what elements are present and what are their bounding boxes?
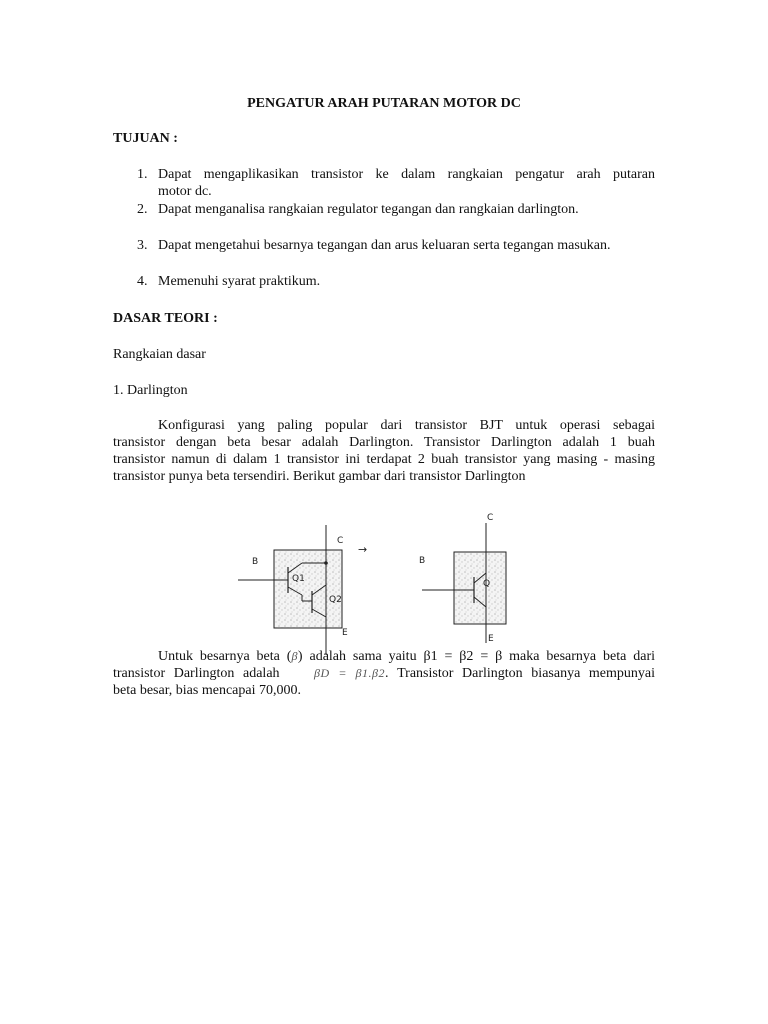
beta-text-d: . Transistor Darlington biasanya mempunyai <box>385 666 655 681</box>
beta-formula: βD = β1.β2 <box>314 666 385 680</box>
label-q: Q <box>483 579 491 589</box>
page-title: PENGATUR ARAH PUTARAN MOTOR DC <box>247 96 521 111</box>
darlington-paragraph <box>113 417 655 485</box>
label-b: B <box>419 556 426 566</box>
paragraph-line: transistor punya beta tersendiri. Berikut gambar dari transistor Darlington <box>113 469 526 484</box>
label-e: E <box>488 634 494 644</box>
beta-text-c: transistor Darlington adalah <box>113 666 280 681</box>
label-b: B <box>252 557 259 567</box>
paragraph-line <box>113 665 655 682</box>
objective-number: 1. <box>137 167 148 182</box>
beta-symbol: β <box>291 649 298 663</box>
label-e: E <box>342 628 348 638</box>
label-q2: Q2 <box>329 595 342 605</box>
objective-line: Dapat mengaplikasikan transistor ke dalam rangkaian pengatur arah putaran <box>158 167 655 182</box>
label-c: C <box>337 536 344 546</box>
objective-number: 3. <box>137 238 148 253</box>
paragraph-line: beta besar, bias mencapai 70,000. <box>113 683 301 698</box>
paragraph-line <box>113 648 655 665</box>
equivalence-arrow: → <box>358 543 368 556</box>
darlington-subheading: 1. Darlington <box>113 383 188 398</box>
objective-line: motor dc. <box>158 184 212 199</box>
paragraph-line: transistor namun di dalam 1 transistor ini terdapat 2 buah transistor yang masing - masing <box>113 452 655 467</box>
darlington-diagram <box>230 505 530 655</box>
transistor-package-box <box>274 550 342 628</box>
beta-text-b: ) adalah sama yaitu β1 = β2 = β maka besarnya beta dari <box>297 649 655 664</box>
label-c: C <box>487 513 494 523</box>
objective-number: 2. <box>137 202 148 217</box>
tujuan-heading: TUJUAN : <box>113 131 178 146</box>
beta-text-a: Untuk besarnya beta ( <box>158 649 292 664</box>
objective-number: 4. <box>137 274 148 289</box>
darlington-figure <box>230 505 530 655</box>
dasar-teori-heading: DASAR TEORI : <box>113 311 218 326</box>
label-q1: Q1 <box>292 574 305 584</box>
transistor-package-box <box>454 552 506 624</box>
objective-text <box>158 166 655 200</box>
objective-text: Dapat mengetahui besarnya tegangan dan arus keluaran serta tegangan masukan. <box>158 238 611 253</box>
rangkaian-dasar-label: Rangkaian dasar <box>113 347 206 362</box>
junction-dot <box>324 561 328 565</box>
beta-paragraph <box>113 648 655 699</box>
single-transistor-symbol <box>419 513 506 644</box>
paragraph-line: transistor dengan beta besar adalah Darlington. Transistor Darlington adalah 1 buah <box>113 435 655 450</box>
darlington-pair-symbol <box>238 525 348 655</box>
objective-text: Memenuhi syarat praktikum. <box>158 274 321 289</box>
objective-text: Dapat menganalisa rangkaian regulator tegangan dan rangkaian darlington. <box>158 202 579 217</box>
paragraph-line: Konfigurasi yang paling popular dari transistor BJT untuk operasi sebagai <box>158 418 655 433</box>
